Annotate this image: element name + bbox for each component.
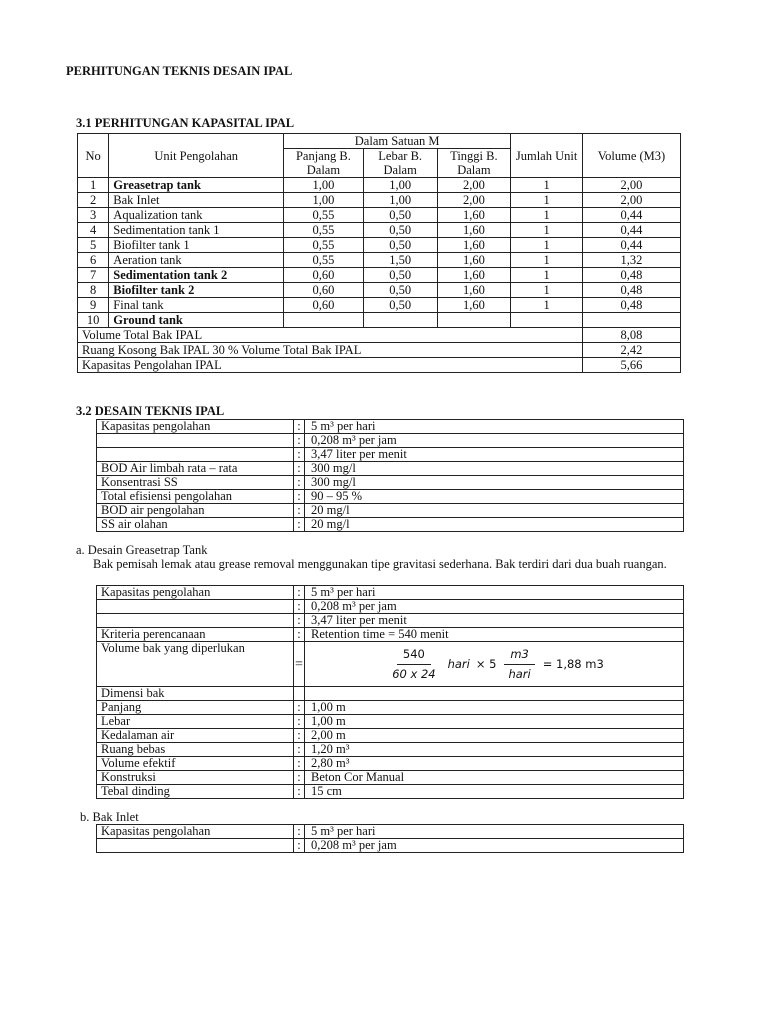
kv-value [305, 687, 684, 701]
row-no: 3 [78, 208, 109, 223]
kv-key: BOD air pengolahan [97, 504, 294, 518]
kv-separator: : [294, 586, 305, 600]
kv-key: SS air olahan [97, 518, 294, 532]
row-unit: Sedimentation tank 1 [109, 223, 284, 238]
kv-value: 1,00 m [305, 715, 684, 729]
row-tinggi: 1,60 [437, 208, 511, 223]
kv-separator: : [294, 729, 305, 743]
row-volume: 2,00 [582, 193, 680, 208]
kv-key: Volume efektif [97, 757, 294, 771]
kv-key: Ruang bebas [97, 743, 294, 757]
header-tinggi: Tinggi B. Dalam [437, 149, 511, 178]
capacity-row [78, 268, 681, 283]
volume-equals: = [294, 642, 305, 687]
kv-value: 0,208 m³ per jam [305, 434, 684, 448]
capacity-row [78, 253, 681, 268]
kv-value: 3,47 liter per menit [305, 448, 684, 462]
kv-separator: : [294, 462, 305, 476]
fraction-1 [386, 648, 441, 681]
kv-row [97, 757, 684, 771]
summary-value: 2,42 [582, 343, 680, 358]
capacity-row [78, 283, 681, 298]
row-no: 5 [78, 238, 109, 253]
row-panjang: 0,55 [284, 223, 364, 238]
capacity-row [78, 313, 681, 328]
kv-value: 300 mg/l [305, 462, 684, 476]
kv-value: 20 mg/l [305, 518, 684, 532]
bak-inlet-heading: b. Bak Inlet [80, 810, 139, 824]
kv-value: 2,00 m [305, 729, 684, 743]
kv-key: Total efisiensi pengolahan [97, 490, 294, 504]
row-lebar: 0,50 [363, 223, 437, 238]
kv-row [97, 715, 684, 729]
row-lebar: 0,50 [363, 208, 437, 223]
kv-row [97, 687, 684, 701]
formula-times: × 5 [475, 656, 497, 671]
formula-result: = 1,88 m3 [542, 656, 604, 671]
kv-separator: : [294, 839, 305, 853]
fraction-1-denominator: 60 x 24 [392, 666, 436, 681]
row-panjang: 1,00 [284, 178, 364, 193]
row-volume: 0,48 [582, 298, 680, 313]
kv-key: Kriteria perencanaan [97, 628, 294, 642]
header-dimension-group: Dalam Satuan M [284, 134, 511, 149]
fraction-2-denominator: hari [508, 666, 531, 681]
kv-key: Konstruksi [97, 771, 294, 785]
kv-row [97, 614, 684, 628]
kv-value: 20 mg/l [305, 504, 684, 518]
row-lebar: 0,50 [363, 298, 437, 313]
row-jumlah: 1 [511, 223, 583, 238]
row-jumlah: 1 [511, 268, 583, 283]
kv-value: Retention time = 540 menit [305, 628, 684, 642]
row-no: 10 [78, 313, 109, 328]
summary-value: 5,66 [582, 358, 680, 373]
kv-separator: : [294, 504, 305, 518]
kv-separator: : [294, 614, 305, 628]
kv-separator: : [294, 600, 305, 614]
kv-key: Konsentrasi SS [97, 476, 294, 490]
kv-value: 1,20 m³ [305, 743, 684, 757]
row-unit: Ground tank [109, 313, 284, 328]
kv-separator: : [294, 743, 305, 757]
kv-row [97, 586, 684, 600]
row-no: 7 [78, 268, 109, 283]
kv-value: 2,80 m³ [305, 757, 684, 771]
kv-row [97, 420, 684, 434]
capacity-row [78, 193, 681, 208]
kv-value: 5 m³ per hari [305, 586, 684, 600]
header-lebar: Lebar B. Dalam [363, 149, 437, 178]
volume-formula [305, 642, 684, 687]
row-jumlah [511, 313, 583, 328]
row-lebar: 1,00 [363, 193, 437, 208]
kv-key [97, 434, 294, 448]
row-volume: 1,32 [582, 253, 680, 268]
row-panjang: 1,00 [284, 193, 364, 208]
kv-separator: : [294, 825, 305, 839]
row-jumlah: 1 [511, 283, 583, 298]
volume-label: Volume bak yang diperlukan [97, 642, 294, 687]
summary-value: 8,08 [582, 328, 680, 343]
row-panjang: 0,55 [284, 253, 364, 268]
row-volume: 0,48 [582, 283, 680, 298]
row-jumlah: 1 [511, 208, 583, 223]
kv-separator [294, 687, 305, 701]
volume-row [97, 642, 684, 687]
kv-value: 1,00 m [305, 701, 684, 715]
kv-separator: : [294, 701, 305, 715]
kv-value: 5 m³ per hari [305, 420, 684, 434]
kv-value: 3,47 liter per menit [305, 614, 684, 628]
capacity-row [78, 178, 681, 193]
kv-row [97, 729, 684, 743]
row-tinggi: 1,60 [437, 223, 511, 238]
kv-row [97, 490, 684, 504]
summary-row [78, 343, 681, 358]
row-jumlah: 1 [511, 253, 583, 268]
document-title: PERHITUNGAN TEKNIS DESAIN IPAL [66, 64, 293, 78]
row-tinggi [437, 313, 511, 328]
row-no: 6 [78, 253, 109, 268]
capacity-row [78, 298, 681, 313]
row-no: 4 [78, 223, 109, 238]
capacity-row [78, 208, 681, 223]
row-unit: Biofilter tank 2 [109, 283, 284, 298]
header-panjang: Panjang B. Dalam [284, 149, 364, 178]
row-lebar: 0,50 [363, 283, 437, 298]
kv-key: Kapasitas pengolahan [97, 420, 294, 434]
row-tinggi: 1,60 [437, 253, 511, 268]
row-panjang: 0,55 [284, 208, 364, 223]
row-jumlah: 1 [511, 178, 583, 193]
kv-row [97, 600, 684, 614]
row-tinggi: 1,60 [437, 268, 511, 283]
kv-value: 300 mg/l [305, 476, 684, 490]
kv-key [97, 614, 294, 628]
summary-label: Kapasitas Pengolahan IPAL [78, 358, 583, 373]
kv-key: Kedalaman air [97, 729, 294, 743]
row-volume: 0,48 [582, 268, 680, 283]
capacity-table [77, 133, 681, 373]
summary-row [78, 328, 681, 343]
kv-value: Beton Cor Manual [305, 771, 684, 785]
kv-separator: : [294, 434, 305, 448]
kv-separator: : [294, 490, 305, 504]
kv-value: 5 m³ per hari [305, 825, 684, 839]
row-volume: 0,44 [582, 208, 680, 223]
row-unit: Aeration tank [109, 253, 284, 268]
kv-key: Kapasitas pengolahan [97, 825, 294, 839]
row-unit: Biofilter tank 1 [109, 238, 284, 253]
row-jumlah: 1 [511, 238, 583, 253]
greasetrap-paragraph: Bak pemisah lemak atau grease removal menggunakan tipe gravitasi sederhana. Bak terdiri dari dua buah ruangan. [93, 557, 667, 571]
kv-row [97, 518, 684, 532]
header-volume: Volume (M3) [582, 134, 680, 178]
section-3-2-heading: 3.2 DESAIN TEKNIS IPAL [76, 404, 225, 418]
row-unit: Greasetrap tank [109, 178, 284, 193]
kv-row [97, 771, 684, 785]
greasetrap-table [96, 585, 684, 799]
row-volume: 0,44 [582, 238, 680, 253]
row-lebar: 1,50 [363, 253, 437, 268]
kv-value: 15 cm [305, 785, 684, 799]
row-no: 1 [78, 178, 109, 193]
kv-separator: : [294, 771, 305, 785]
capacity-row [78, 223, 681, 238]
kv-value: 90 – 95 % [305, 490, 684, 504]
section-3-1-heading: 3.1 PERHITUNGAN KAPASITAL IPAL [76, 116, 295, 130]
kv-key [97, 600, 294, 614]
row-volume [582, 313, 680, 328]
kv-row [97, 839, 684, 853]
row-panjang: 0,60 [284, 298, 364, 313]
capacity-row [78, 238, 681, 253]
kv-key: Panjang [97, 701, 294, 715]
formula-hari: hari [447, 656, 470, 671]
row-unit: Final tank [109, 298, 284, 313]
row-panjang: 0,55 [284, 238, 364, 253]
kv-value: 0,208 m³ per jam [305, 839, 684, 853]
kv-separator: : [294, 715, 305, 729]
kv-key: BOD Air limbah rata – rata [97, 462, 294, 476]
kv-separator: : [294, 420, 305, 434]
row-tinggi: 2,00 [437, 178, 511, 193]
row-volume: 0,44 [582, 223, 680, 238]
design-parameters-table [96, 419, 684, 532]
kv-row [97, 476, 684, 490]
kv-row [97, 825, 684, 839]
header-unit: Unit Pengolahan [109, 134, 284, 178]
kv-separator: : [294, 628, 305, 642]
formula [311, 642, 679, 686]
row-volume: 2,00 [582, 178, 680, 193]
row-panjang: 0,60 [284, 283, 364, 298]
row-unit: Aqualization tank [109, 208, 284, 223]
row-unit: Bak Inlet [109, 193, 284, 208]
kv-row [97, 701, 684, 715]
row-panjang [284, 313, 364, 328]
kv-separator: : [294, 448, 305, 462]
kv-key: Lebar [97, 715, 294, 729]
header-jumlah-unit: Jumlah Unit [511, 134, 583, 178]
kv-row [97, 434, 684, 448]
kv-key: Tebal dinding [97, 785, 294, 799]
summary-row [78, 358, 681, 373]
row-jumlah: 1 [511, 193, 583, 208]
summary-label: Ruang Kosong Bak IPAL 30 % Volume Total Bak IPAL [78, 343, 583, 358]
kv-key [97, 448, 294, 462]
fraction-1-numerator: 540 [397, 648, 431, 665]
kv-key [97, 839, 294, 853]
kv-separator: : [294, 476, 305, 490]
kv-separator: : [294, 785, 305, 799]
summary-label: Volume Total Bak IPAL [78, 328, 583, 343]
fraction-2-numerator: m3 [504, 648, 535, 665]
row-no: 8 [78, 283, 109, 298]
row-tinggi: 1,60 [437, 238, 511, 253]
row-lebar [363, 313, 437, 328]
fraction-2 [502, 648, 536, 681]
row-panjang: 0,60 [284, 268, 364, 283]
kv-row [97, 462, 684, 476]
kv-value: 0,208 m³ per jam [305, 600, 684, 614]
row-tinggi: 1,60 [437, 298, 511, 313]
row-no: 9 [78, 298, 109, 313]
kv-separator: : [294, 757, 305, 771]
kv-row [97, 628, 684, 642]
row-lebar: 0,50 [363, 268, 437, 283]
kv-row [97, 504, 684, 518]
row-tinggi: 1,60 [437, 283, 511, 298]
kv-row [97, 743, 684, 757]
kv-row [97, 785, 684, 799]
kv-separator: : [294, 518, 305, 532]
kv-row [97, 448, 684, 462]
row-lebar: 0,50 [363, 238, 437, 253]
kv-key: Kapasitas pengolahan [97, 586, 294, 600]
row-unit: Sedimentation tank 2 [109, 268, 284, 283]
greasetrap-heading: a. Desain Greasetrap Tank [76, 543, 208, 557]
kv-key: Dimensi bak [97, 687, 294, 701]
row-no: 2 [78, 193, 109, 208]
row-tinggi: 2,00 [437, 193, 511, 208]
row-lebar: 1,00 [363, 178, 437, 193]
row-jumlah: 1 [511, 298, 583, 313]
header-no: No [78, 134, 109, 178]
bak-inlet-table [96, 824, 684, 853]
